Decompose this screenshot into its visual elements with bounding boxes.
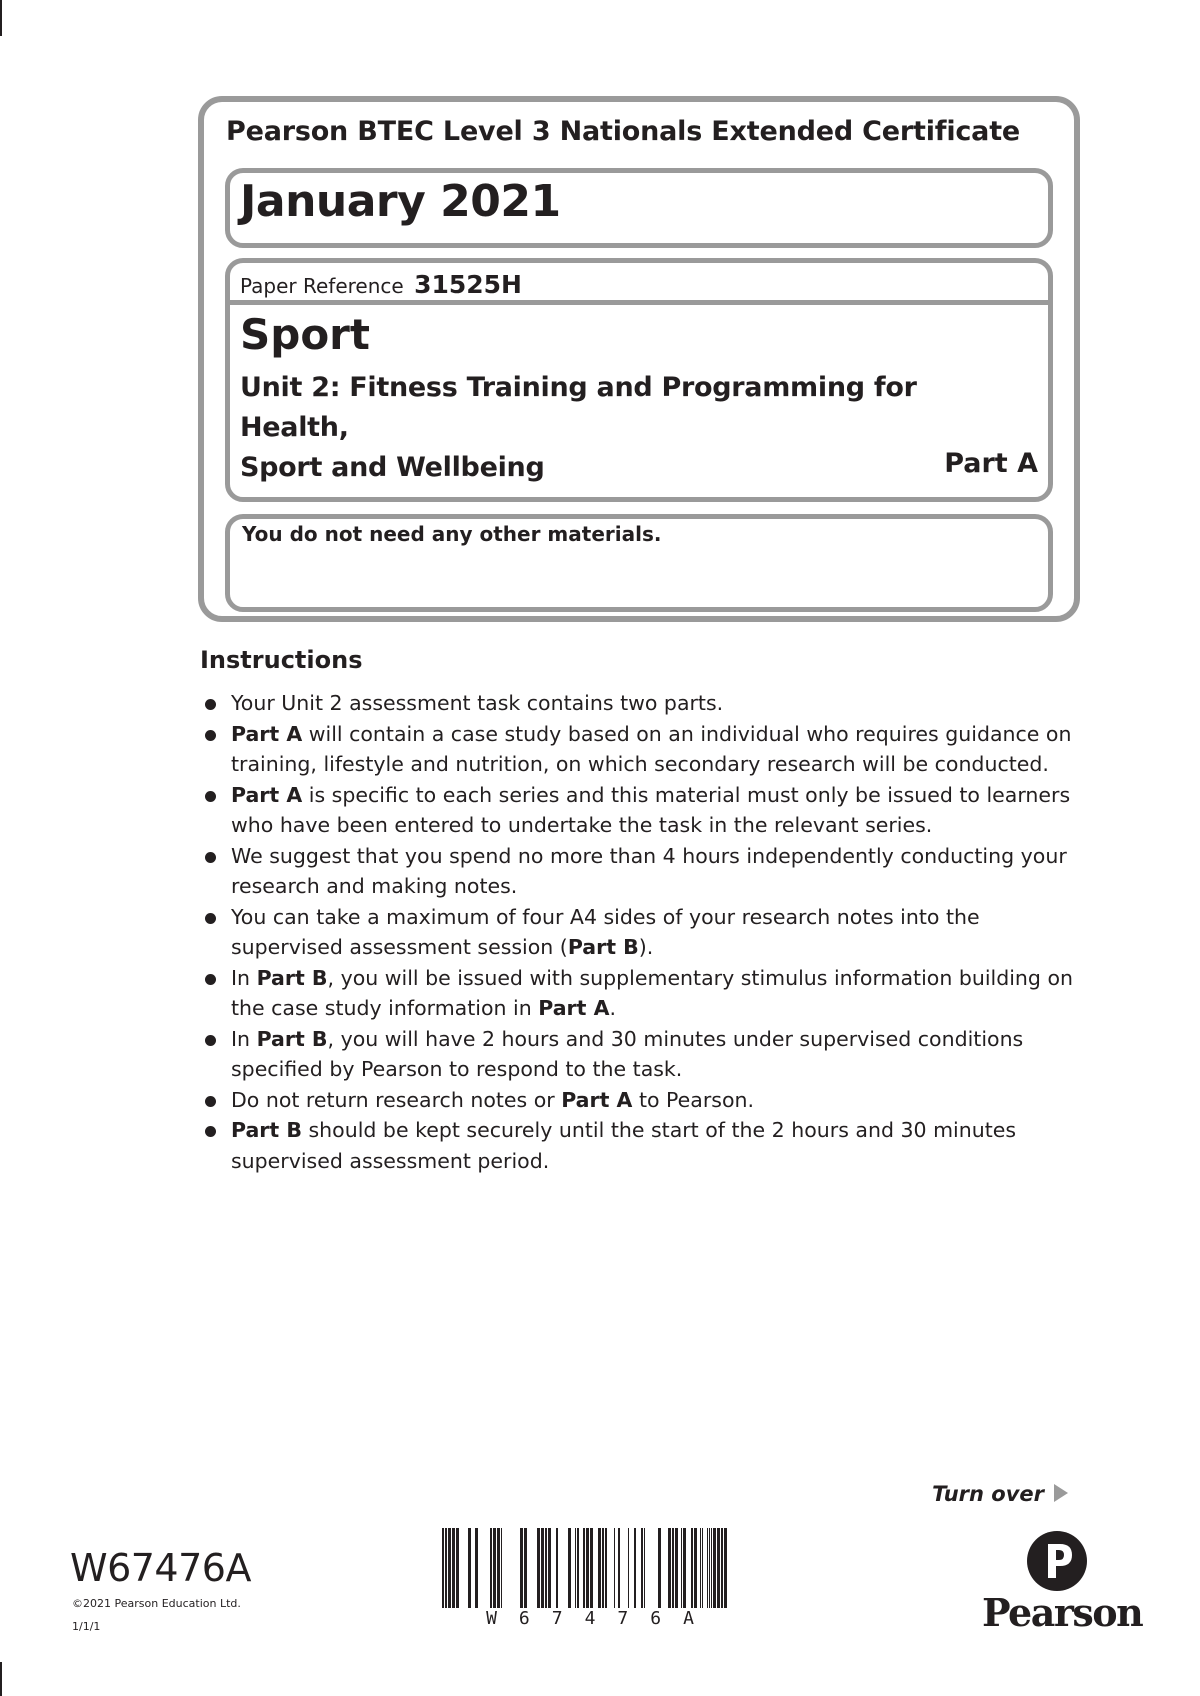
paper-reference-divider — [225, 300, 1053, 305]
instruction-text: , you will be issued with supplementary stimulus information building on the case study information in — [231, 965, 1073, 1020]
barcode — [440, 1528, 740, 1628]
crop-mark-bottom-left — [0, 1662, 2, 1696]
instruction-item — [200, 780, 1080, 841]
instruction-text: . — [609, 996, 616, 1020]
pearson-wordmark: Pearson — [982, 1590, 1143, 1635]
instructions-heading: Instructions — [200, 646, 363, 674]
qualification-title: Pearson BTEC Level 3 Nationals Extended Certificate — [226, 116, 1021, 147]
exam-series: January 2021 — [240, 176, 561, 227]
instruction-item — [200, 1115, 1080, 1176]
instruction-text: will contain a case study based on an individual who requires guidance on training, lifestyle and nutrition, on which secondary research will be conducted. — [231, 721, 1072, 776]
instruction-emphasis: Part B — [256, 965, 328, 990]
instruction-text: should be kept securely until the start of the 2 hours and 30 minutes supervised assessment period. — [231, 1118, 1017, 1173]
instruction-emphasis: Part A — [231, 721, 303, 746]
instruction-item — [200, 719, 1080, 780]
instruction-text: You can take a maximum of four A4 sides of your research notes into the supervised assessment session ( — [231, 904, 980, 959]
barcode-bars-icon — [440, 1528, 740, 1610]
materials-note: You do not need any other materials. — [242, 522, 662, 546]
paper-reference — [240, 270, 522, 299]
instruction-item — [200, 902, 1080, 963]
paper-reference-label: Paper Reference — [240, 274, 404, 298]
instruction-text: to Pearson. — [632, 1087, 755, 1112]
issue-number: 1/1/1 — [72, 1620, 101, 1633]
instruction-text: In — [231, 1026, 257, 1051]
barcode-digits: W67476A — [486, 1608, 716, 1629]
instruction-text: is specific to each series and this material must only be issued to learners who have been entered to undertake the task in the relevant series. — [231, 782, 1071, 837]
instruction-text: , you will have 2 hours and 30 minutes under supervised conditions specified by Pearson to respond to the task. — [231, 1026, 1024, 1081]
part-label: Part A — [944, 448, 1038, 479]
instruction-item — [200, 688, 1080, 719]
turn-over-label — [932, 1482, 1068, 1506]
turn-over-text: Turn over — [932, 1482, 1044, 1506]
instruction-item — [200, 1085, 1080, 1116]
instruction-emphasis: Part B — [231, 1118, 302, 1142]
crop-mark-top-left — [0, 0, 2, 36]
instruction-emphasis: Part A — [561, 1087, 633, 1112]
subject-title: Sport — [240, 310, 370, 359]
paper-reference-code: 31525H — [414, 270, 522, 299]
instruction-text: ). — [638, 935, 654, 959]
unit-title-line-1: Unit 2: Fitness Training and Programming for Health, — [240, 372, 917, 443]
instruction-emphasis: Part B — [256, 1026, 328, 1051]
instruction-emphasis: Part A — [538, 996, 610, 1020]
instruction-text: We suggest that you spend no more than 4 hours independently conducting your research and making notes. — [231, 843, 1067, 898]
document-code: W67476A — [70, 1546, 251, 1590]
turn-over-arrow-icon — [1054, 1484, 1068, 1502]
unit-title-line-2: Sport and Wellbeing — [240, 452, 545, 483]
instructions-list — [200, 688, 1080, 1176]
instruction-item — [200, 963, 1080, 1024]
pearson-logo — [982, 1530, 1143, 1640]
instruction-text: Do not return research notes or — [231, 1087, 562, 1112]
copyright-notice: ©2021 Pearson Education Ltd. — [72, 1597, 241, 1610]
unit-title — [240, 368, 1030, 488]
instruction-emphasis: Part A — [231, 782, 303, 807]
pearson-p-mark-icon — [1026, 1530, 1088, 1592]
instruction-text: In — [231, 965, 257, 990]
instruction-item — [200, 841, 1080, 902]
instruction-emphasis: Part B — [567, 935, 639, 959]
instruction-text: Your Unit 2 assessment task contains two parts. — [231, 691, 724, 715]
instruction-item — [200, 1024, 1080, 1085]
